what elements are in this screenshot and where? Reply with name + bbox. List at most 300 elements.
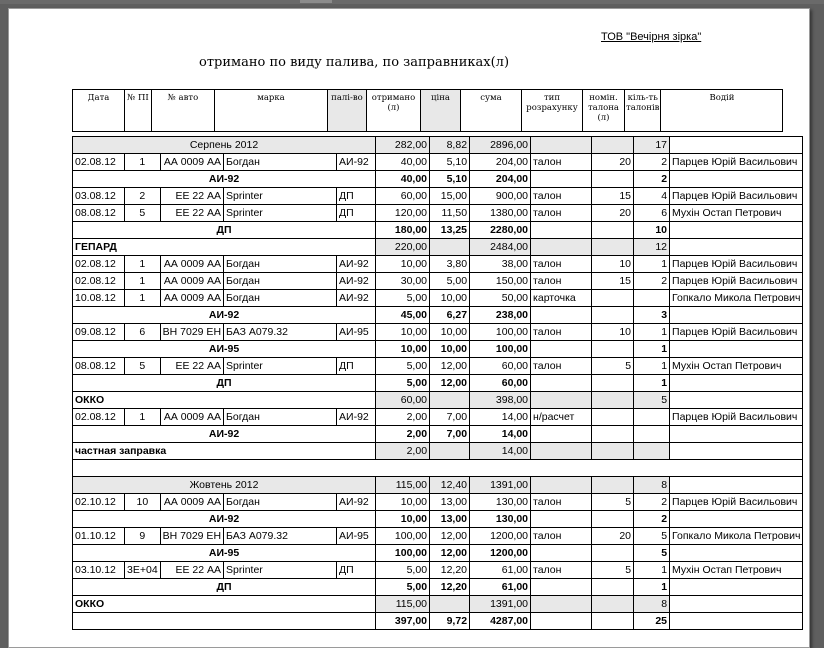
fuel-cell: АИ-92 bbox=[337, 154, 376, 171]
table-row bbox=[73, 154, 803, 171]
qty-cell: 2 bbox=[634, 494, 670, 511]
fuel-cell: АИ-95 bbox=[337, 324, 376, 341]
driver-cell bbox=[670, 307, 803, 324]
paytype-cell bbox=[531, 443, 592, 460]
nominal-cell bbox=[592, 443, 634, 460]
fuel-subtotal-row bbox=[73, 426, 803, 443]
sum-cell: 4287,00 bbox=[470, 613, 531, 630]
price-cell: 12,20 bbox=[430, 562, 470, 579]
table-row bbox=[73, 562, 803, 579]
paytype-cell bbox=[531, 545, 592, 562]
received-cell: 5,00 bbox=[376, 562, 430, 579]
num-cell: 1 bbox=[125, 409, 161, 426]
qty-cell: 5 bbox=[634, 392, 670, 409]
fuel-cell: АИ-92 bbox=[337, 290, 376, 307]
sum-cell: 2484,00 bbox=[470, 239, 531, 256]
sum-cell: 1391,00 bbox=[470, 596, 531, 613]
brand-cell: БАЗ А079.32 bbox=[224, 324, 337, 341]
auto-cell: АА 0009 АА bbox=[160, 409, 223, 426]
paytype-cell: н/расчет bbox=[531, 409, 592, 426]
sum-cell: 100,00 bbox=[470, 324, 531, 341]
price-cell: 12,00 bbox=[430, 358, 470, 375]
sum-cell: 2280,00 bbox=[470, 222, 531, 239]
paytype-cell bbox=[531, 579, 592, 596]
price-cell: 10,00 bbox=[430, 290, 470, 307]
received-cell: 115,00 bbox=[376, 596, 430, 613]
date-cell: 02.08.12 bbox=[73, 409, 125, 426]
price-cell: 12,00 bbox=[430, 375, 470, 392]
qty-cell: 5 bbox=[634, 528, 670, 545]
received-cell: 100,00 bbox=[376, 528, 430, 545]
fuel-cell: ДП bbox=[337, 358, 376, 375]
sum-cell: 130,00 bbox=[470, 511, 531, 528]
sum-cell: 1391,00 bbox=[470, 477, 531, 494]
subtotal-label: АИ-92 bbox=[73, 307, 376, 324]
driver-cell bbox=[670, 341, 803, 358]
paytype-cell bbox=[531, 137, 592, 154]
driver-cell bbox=[670, 222, 803, 239]
fuel-cell: АИ-95 bbox=[337, 528, 376, 545]
date-cell: 01.10.12 bbox=[73, 528, 125, 545]
driver-cell bbox=[670, 239, 803, 256]
nominal-cell bbox=[592, 545, 634, 562]
paytype-cell bbox=[531, 392, 592, 409]
nominal-cell bbox=[592, 375, 634, 392]
qty-cell: 1 bbox=[634, 256, 670, 273]
received-cell: 30,00 bbox=[376, 273, 430, 290]
driver-cell: Парцев Юрій Васильович bbox=[670, 273, 803, 290]
price-cell: 13,00 bbox=[430, 494, 470, 511]
driver-cell bbox=[670, 443, 803, 460]
nominal-cell: 15 bbox=[592, 188, 634, 205]
fuel-cell: АИ-92 bbox=[337, 273, 376, 290]
subtotal-label: АИ-92 bbox=[73, 426, 376, 443]
price-cell: 3,80 bbox=[430, 256, 470, 273]
received-cell: 180,00 bbox=[376, 222, 430, 239]
qty-cell: 17 bbox=[634, 137, 670, 154]
nominal-cell: 10 bbox=[592, 256, 634, 273]
paytype-cell: талон bbox=[531, 358, 592, 375]
received-cell: 10,00 bbox=[376, 256, 430, 273]
driver-cell bbox=[670, 545, 803, 562]
auto-cell: АА 0009 АА bbox=[160, 273, 223, 290]
qty-cell: 1 bbox=[634, 579, 670, 596]
col-header-sum: сума bbox=[461, 90, 522, 132]
qty-cell: 1 bbox=[634, 562, 670, 579]
fuel-cell: ДП bbox=[337, 188, 376, 205]
auto-cell: ЕЕ 22 АА bbox=[160, 562, 223, 579]
report-title: отримано по виду палива, по заправниках(л) bbox=[199, 55, 510, 70]
received-cell: 10,00 bbox=[376, 341, 430, 358]
brand-cell: БАЗ А079.32 bbox=[224, 528, 337, 545]
table-row bbox=[73, 494, 803, 511]
paytype-cell bbox=[531, 426, 592, 443]
paytype-cell: талон bbox=[531, 494, 592, 511]
received-cell: 40,00 bbox=[376, 154, 430, 171]
received-cell: 115,00 bbox=[376, 477, 430, 494]
sum-cell: 60,00 bbox=[470, 358, 531, 375]
qty-cell bbox=[634, 290, 670, 307]
driver-cell: Парцев Юрій Васильович bbox=[670, 494, 803, 511]
paytype-cell: талон bbox=[531, 273, 592, 290]
date-cell: 03.08.12 bbox=[73, 188, 125, 205]
col-header-qty: кіль-ть талонів bbox=[625, 90, 661, 132]
nominal-cell bbox=[592, 171, 634, 188]
nominal-cell: 5 bbox=[592, 562, 634, 579]
sum-cell: 61,00 bbox=[470, 562, 531, 579]
driver-cell: Гопкало Микола Петрович bbox=[670, 290, 803, 307]
month-title: Серпень 2012 bbox=[73, 137, 376, 154]
fuel-subtotal-row bbox=[73, 307, 803, 324]
brand-cell: Богдан bbox=[224, 256, 337, 273]
driver-cell bbox=[670, 477, 803, 494]
driver-cell: Парцев Юрій Васильович bbox=[670, 256, 803, 273]
nominal-cell: 5 bbox=[592, 358, 634, 375]
price-cell: 7,00 bbox=[430, 409, 470, 426]
received-cell: 2,00 bbox=[376, 426, 430, 443]
fuel-cell: ДП bbox=[337, 562, 376, 579]
report-body bbox=[72, 136, 803, 630]
auto-cell: АА 0009 АА bbox=[160, 494, 223, 511]
nominal-cell bbox=[592, 579, 634, 596]
brand-cell: Богдан bbox=[224, 273, 337, 290]
sum-cell: 100,00 bbox=[470, 341, 531, 358]
qty-cell: 4 bbox=[634, 188, 670, 205]
nominal-cell: 20 bbox=[592, 205, 634, 222]
table-row bbox=[73, 188, 803, 205]
paytype-cell bbox=[531, 596, 592, 613]
paytype-cell bbox=[531, 341, 592, 358]
sum-cell: 150,00 bbox=[470, 273, 531, 290]
received-cell: 60,00 bbox=[376, 188, 430, 205]
nominal-cell bbox=[592, 222, 634, 239]
received-cell: 397,00 bbox=[376, 613, 430, 630]
price-cell: 11,50 bbox=[430, 205, 470, 222]
nominal-cell bbox=[592, 409, 634, 426]
fuel-cell: АИ-92 bbox=[337, 494, 376, 511]
scroll-thumb[interactable] bbox=[300, 0, 332, 3]
qty-cell bbox=[634, 426, 670, 443]
received-cell: 2,00 bbox=[376, 409, 430, 426]
price-cell bbox=[430, 596, 470, 613]
subtotal-label: ДП bbox=[73, 579, 376, 596]
station-total-row bbox=[73, 443, 803, 460]
date-cell: 09.08.12 bbox=[73, 324, 125, 341]
price-cell bbox=[430, 239, 470, 256]
driver-cell: Мухін Остап Петрович bbox=[670, 358, 803, 375]
date-cell: 02.08.12 bbox=[73, 256, 125, 273]
nominal-cell bbox=[592, 341, 634, 358]
fuel-subtotal-row bbox=[73, 375, 803, 392]
price-cell: 15,00 bbox=[430, 188, 470, 205]
paytype-cell bbox=[531, 477, 592, 494]
date-cell: 03.10.12 bbox=[73, 562, 125, 579]
num-cell: 5 bbox=[125, 205, 161, 222]
nominal-cell bbox=[592, 392, 634, 409]
auto-cell: АА 0009 АА bbox=[160, 256, 223, 273]
auto-cell: ЕЕ 22 АА bbox=[160, 205, 223, 222]
qty-cell: 12 bbox=[634, 239, 670, 256]
col-header-price: ціна bbox=[421, 90, 461, 132]
num-cell: 1 bbox=[125, 290, 161, 307]
sum-cell: 204,00 bbox=[470, 154, 531, 171]
driver-cell bbox=[670, 426, 803, 443]
top-strip bbox=[0, 0, 824, 4]
subtotal-label: ДП bbox=[73, 375, 376, 392]
col-header-num: № ПІ bbox=[125, 90, 152, 132]
sum-cell: 60,00 bbox=[470, 375, 531, 392]
subtotal-label: АИ-92 bbox=[73, 511, 376, 528]
brand-cell: Sprinter bbox=[224, 358, 337, 375]
num-cell: 9 bbox=[125, 528, 161, 545]
driver-cell: Парцев Юрій Васильович bbox=[670, 324, 803, 341]
received-cell: 282,00 bbox=[376, 137, 430, 154]
price-cell: 9,72 bbox=[430, 613, 470, 630]
sum-cell: 1200,00 bbox=[470, 528, 531, 545]
received-cell: 10,00 bbox=[376, 494, 430, 511]
qty-cell: 10 bbox=[634, 222, 670, 239]
qty-cell: 1 bbox=[634, 341, 670, 358]
fuel-subtotal-row bbox=[73, 171, 803, 188]
table-row bbox=[73, 409, 803, 426]
received-cell: 120,00 bbox=[376, 205, 430, 222]
driver-cell bbox=[670, 511, 803, 528]
paytype-cell: талон bbox=[531, 188, 592, 205]
driver-cell: Парцев Юрій Васильович bbox=[670, 188, 803, 205]
station-label: ОККО bbox=[73, 392, 376, 409]
sum-cell: 2896,00 bbox=[470, 137, 531, 154]
sum-cell: 398,00 bbox=[470, 392, 531, 409]
table-row bbox=[73, 324, 803, 341]
qty-cell: 8 bbox=[634, 596, 670, 613]
company-name: ТОВ "Вечірня зірка" bbox=[601, 31, 702, 43]
fuel-cell: ДП bbox=[337, 205, 376, 222]
nominal-cell: 20 bbox=[592, 528, 634, 545]
nominal-cell bbox=[592, 307, 634, 324]
received-cell: 60,00 bbox=[376, 392, 430, 409]
qty-cell: 1 bbox=[634, 375, 670, 392]
paytype-cell bbox=[531, 222, 592, 239]
date-cell: 10.08.12 bbox=[73, 290, 125, 307]
price-cell: 12,00 bbox=[430, 545, 470, 562]
sum-cell: 238,00 bbox=[470, 307, 531, 324]
date-cell: 08.08.12 bbox=[73, 358, 125, 375]
grand-total-row bbox=[73, 613, 803, 630]
col-header-auto: № авто bbox=[152, 90, 215, 132]
fuel-cell: АИ-92 bbox=[337, 256, 376, 273]
price-cell bbox=[430, 392, 470, 409]
driver-cell bbox=[670, 392, 803, 409]
num-cell: 3E+04 bbox=[125, 562, 161, 579]
report-header bbox=[72, 89, 783, 132]
driver-cell: Гопкало Микола Петрович bbox=[670, 528, 803, 545]
auto-cell: ЕЕ 22 АА bbox=[160, 188, 223, 205]
subtotal-label: АИ-95 bbox=[73, 545, 376, 562]
received-cell: 10,00 bbox=[376, 511, 430, 528]
paytype-cell bbox=[531, 613, 592, 630]
driver-cell bbox=[670, 579, 803, 596]
paytype-cell bbox=[531, 375, 592, 392]
paytype-cell: карточка bbox=[531, 290, 592, 307]
received-cell: 5,00 bbox=[376, 579, 430, 596]
received-cell: 100,00 bbox=[376, 545, 430, 562]
auto-cell: АА 0009 АА bbox=[160, 290, 223, 307]
received-cell: 40,00 bbox=[376, 171, 430, 188]
report-page bbox=[8, 8, 810, 648]
price-cell: 12,20 bbox=[430, 579, 470, 596]
num-cell: 5 bbox=[125, 358, 161, 375]
col-header-date: Дата bbox=[73, 90, 125, 132]
num-cell: 1 bbox=[125, 256, 161, 273]
fuel-subtotal-row bbox=[73, 579, 803, 596]
qty-cell: 2 bbox=[634, 273, 670, 290]
total-label bbox=[73, 613, 376, 630]
received-cell: 5,00 bbox=[376, 375, 430, 392]
subtotal-label: АИ-95 bbox=[73, 341, 376, 358]
driver-cell bbox=[670, 137, 803, 154]
fuel-subtotal-row bbox=[73, 222, 803, 239]
month-row bbox=[73, 137, 803, 154]
brand-cell: Sprinter bbox=[224, 562, 337, 579]
qty-cell bbox=[634, 443, 670, 460]
qty-cell: 3 bbox=[634, 307, 670, 324]
paytype-cell: талон bbox=[531, 205, 592, 222]
qty-cell: 5 bbox=[634, 545, 670, 562]
nominal-cell: 10 bbox=[592, 324, 634, 341]
price-cell: 7,00 bbox=[430, 426, 470, 443]
sum-cell: 14,00 bbox=[470, 426, 531, 443]
driver-cell: Парцев Юрій Васильович bbox=[670, 154, 803, 171]
table-row bbox=[73, 358, 803, 375]
nominal-cell bbox=[592, 426, 634, 443]
qty-cell: 6 bbox=[634, 205, 670, 222]
price-cell bbox=[430, 443, 470, 460]
nominal-cell bbox=[592, 511, 634, 528]
driver-cell: Мухін Остап Петрович bbox=[670, 562, 803, 579]
brand-cell: Sprinter bbox=[224, 188, 337, 205]
sum-cell: 61,00 bbox=[470, 579, 531, 596]
subtotal-label: АИ-92 bbox=[73, 171, 376, 188]
paytype-cell bbox=[531, 171, 592, 188]
auto-cell: ВН 7029 ЕН bbox=[160, 528, 223, 545]
sum-cell: 900,00 bbox=[470, 188, 531, 205]
fuel-subtotal-row bbox=[73, 511, 803, 528]
qty-cell: 8 bbox=[634, 477, 670, 494]
station-total-row bbox=[73, 596, 803, 613]
station-total-row bbox=[73, 392, 803, 409]
price-cell: 10,00 bbox=[430, 341, 470, 358]
received-cell: 10,00 bbox=[376, 324, 430, 341]
price-cell: 10,00 bbox=[430, 324, 470, 341]
col-header-fuel: палі-во bbox=[328, 90, 367, 132]
table-row bbox=[73, 528, 803, 545]
num-cell: 6 bbox=[125, 324, 161, 341]
price-cell: 13,25 bbox=[430, 222, 470, 239]
price-cell: 6,27 bbox=[430, 307, 470, 324]
brand-cell: Богдан bbox=[224, 409, 337, 426]
station-total-row bbox=[73, 239, 803, 256]
nominal-cell bbox=[592, 596, 634, 613]
nominal-cell bbox=[592, 239, 634, 256]
num-cell: 10 bbox=[125, 494, 161, 511]
sum-cell: 38,00 bbox=[470, 256, 531, 273]
driver-cell bbox=[670, 171, 803, 188]
driver-cell bbox=[670, 375, 803, 392]
gap-cell bbox=[73, 460, 803, 477]
driver-cell: Парцев Юрій Васильович bbox=[670, 409, 803, 426]
qty-cell: 2 bbox=[634, 154, 670, 171]
month-title: Жовтень 2012 bbox=[73, 477, 376, 494]
nominal-cell bbox=[592, 290, 634, 307]
fuel-subtotal-row bbox=[73, 545, 803, 562]
qty-cell: 25 bbox=[634, 613, 670, 630]
received-cell: 5,00 bbox=[376, 290, 430, 307]
paytype-cell bbox=[531, 511, 592, 528]
fuel-cell: АИ-92 bbox=[337, 409, 376, 426]
received-cell: 2,00 bbox=[376, 443, 430, 460]
price-cell: 5,10 bbox=[430, 154, 470, 171]
paytype-cell bbox=[531, 307, 592, 324]
col-header-nominal: номін. талона (л) bbox=[583, 90, 625, 132]
num-cell: 1 bbox=[125, 273, 161, 290]
brand-cell: Богдан bbox=[224, 290, 337, 307]
sum-cell: 14,00 bbox=[470, 443, 531, 460]
paytype-cell bbox=[531, 239, 592, 256]
nominal-cell bbox=[592, 477, 634, 494]
price-cell: 12,40 bbox=[430, 477, 470, 494]
date-cell: 02.08.12 bbox=[73, 154, 125, 171]
driver-cell: Мухін Остап Петрович bbox=[670, 205, 803, 222]
qty-cell: 1 bbox=[634, 358, 670, 375]
paytype-cell: талон bbox=[531, 324, 592, 341]
sum-cell: 130,00 bbox=[470, 494, 531, 511]
nominal-cell: 5 bbox=[592, 494, 634, 511]
station-label: ГЕПАРД bbox=[73, 239, 376, 256]
received-cell: 5,00 bbox=[376, 358, 430, 375]
auto-cell: ЕЕ 22 АА bbox=[160, 358, 223, 375]
table-row bbox=[73, 256, 803, 273]
paytype-cell: талон bbox=[531, 256, 592, 273]
num-cell: 2 bbox=[125, 188, 161, 205]
date-cell: 02.10.12 bbox=[73, 494, 125, 511]
table-row bbox=[73, 205, 803, 222]
auto-cell: ВН 7029 ЕН bbox=[160, 324, 223, 341]
sum-cell: 1380,00 bbox=[470, 205, 531, 222]
sum-cell: 204,00 bbox=[470, 171, 531, 188]
sum-cell: 1200,00 bbox=[470, 545, 531, 562]
section-gap bbox=[73, 460, 803, 477]
brand-cell: Богдан bbox=[224, 154, 337, 171]
sum-cell: 14,00 bbox=[470, 409, 531, 426]
col-header-driver: Водій bbox=[661, 90, 783, 132]
date-cell: 02.08.12 bbox=[73, 273, 125, 290]
date-cell: 08.08.12 bbox=[73, 205, 125, 222]
subtotal-label: ДП bbox=[73, 222, 376, 239]
price-cell: 12,00 bbox=[430, 528, 470, 545]
received-cell: 45,00 bbox=[376, 307, 430, 324]
nominal-cell: 15 bbox=[592, 273, 634, 290]
station-label: ОККО bbox=[73, 596, 376, 613]
num-cell: 1 bbox=[125, 154, 161, 171]
brand-cell: Sprinter bbox=[224, 205, 337, 222]
fuel-subtotal-row bbox=[73, 341, 803, 358]
nominal-cell bbox=[592, 137, 634, 154]
qty-cell: 2 bbox=[634, 171, 670, 188]
paytype-cell: талон bbox=[531, 528, 592, 545]
table-row bbox=[73, 290, 803, 307]
driver-cell bbox=[670, 596, 803, 613]
received-cell: 220,00 bbox=[376, 239, 430, 256]
